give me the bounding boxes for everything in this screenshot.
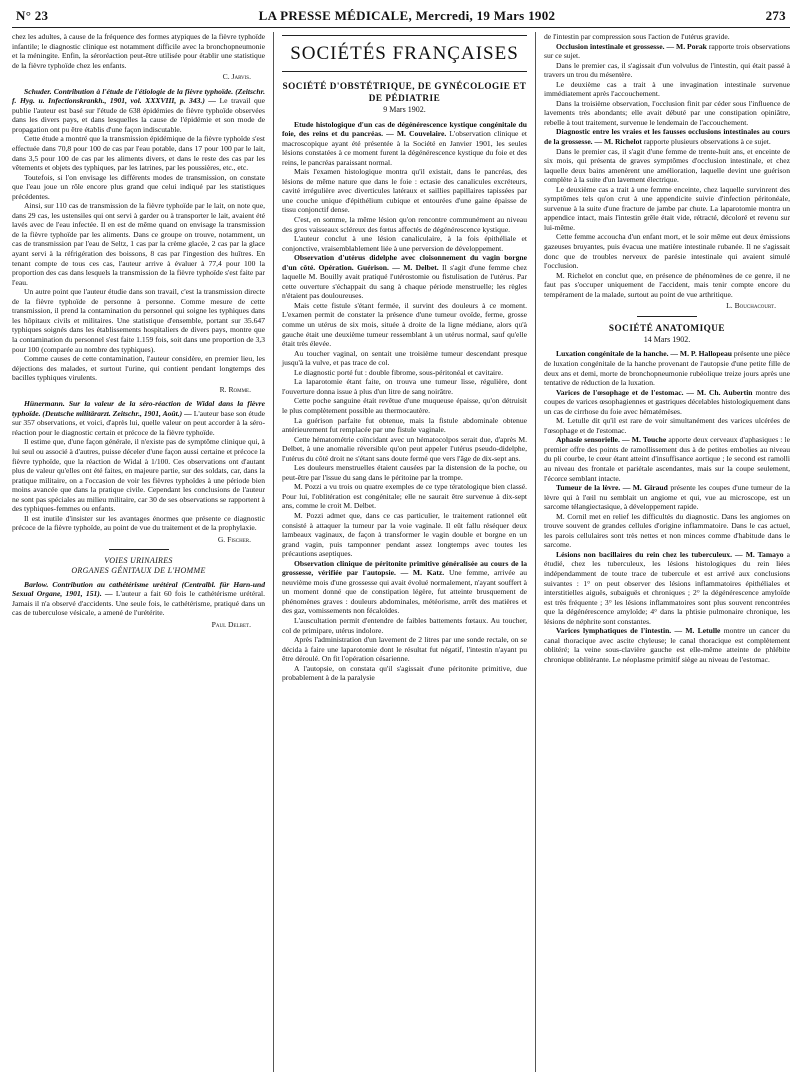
article-touche [544,435,790,483]
paragraph: Le deuxième cas a trait à une femme enceinte, chez laquelle survinrent des symptômes tels qu'on crut à une appendicite suivie d'infection péritonéale, survenue à la suite d'une fracture de jambe par chute. La laparotomie montra un appendice intact, mais l'intestin grêle était vide, rétracté, décoloré et revenu sur lui-même. [544,184,790,232]
article-heading: Diagnostic entre les vraies et les fausses occlusions intestinales au cours de la grossesse. — M. Richelot [544,127,790,147]
article-heading: Lésions non bacillaires du rein chez les tuberculeux. — M. Tamayo [556,549,784,559]
paragraph: de l'intestin par compression sous l'action de l'utérus gravide. [544,32,730,41]
paragraph: Dans la troisième observation, l'occlusion finit par céder sous l'influence de lavements très abondants; elle avait débuté par une constipation opiniâtre, rebelle à tout traitement, survenue le lendemain de l'accouchement. [544,98,790,127]
paragraph: La laparotomie étant faite, on trouva une tumeur lisse, régulière, dont l'ouverture donna issue à plus d'un litre de sang noirâtre. [282,377,527,396]
article-heading: Luxation congénitale de la hanche. — M. P. Hallopeau [556,349,732,359]
signature: L. Bouchacourt. [726,301,776,311]
society-title: SOCIÉTÉ D'OBSTÉTRIQUE, DE GYNÉCOLOGIE ET DE PÉDIATRIE [282,81,527,103]
article-heading: Barlow. Contribution au cathétérisme urétéral (Centralbl. für Harn-und Sexual Organe, 1901, 151). — [12,579,265,599]
article-heading: Etude histologique d'un cas de dégénérescence kystique congénitale du foie, des reins et du pancréas. — M. Couvelaire. [282,119,527,139]
society-date: 9 Mars 1902. [383,105,426,114]
paragraph: M. Pozzi a vu trois ou quatre exemples de ce type tératologique bien classé. Pour lui, l'oblitération est congénitale; elle ne saurait être survenue à dix-sept ans, comme le croit M. Delbet. [282,482,527,511]
paragraph: M. Letulle dit qu'il est rare de voir simultanément des varices ulcérées de l'œsophage et de l'estomac. [544,416,790,435]
paragraph: M. Pozzi admet que, dans ce cas particulier, le traitement rationnel eût consisté à attaquer la tumeur par la voie vaginale. Il eût fallu réséquer deux lambeaux vaginaux, de façon à transformer le vagin double et borgne en un grand vagin, puis tamponner pendant assez longtemps avec toutes les précautions aseptiques. [282,510,527,559]
paragraph: L'auteur conclut à une lésion canaliculaire, à la fois épithéliale et conjonctive, vraisemblablement liée à une perversion de développement. [282,234,527,253]
society-date: 14 Mars 1902. [643,334,691,344]
paragraph: Il s'agit d'une femme chez laquelle M. Bouilly avait pratiqué l'utérostomie ou fistulisation de l'utérus. Par cette ouverture s'échappait du sang à chaque période menstruelle; les règles n'étaient pas douloureuses. [282,262,527,301]
article-barlow [12,580,265,618]
section-title-line-1: VOIES URINAIRES [104,556,173,566]
article-heading: Hünermann. Sur la valeur de la séro-réaction de Widal dans la fièvre typhoïde. (Deutsche militärarzt. Zeitschr., 1901, Août.) — [12,399,265,418]
article-heading: Varices lymphatiques de l'intestin. — M. Letulle [556,626,721,636]
paragraph: apporte deux cerveaux d'aphasiques : le premier offre des points de ramollissement dus à de petites embolies au niveau du pli courbe, le cœur étant atteint d'insuffisance aortique ; le second est ramolli au niveau des frontale et pariétale ascendantes, mais sur la coupe seulement, l'écorce semblant intacte. [544,435,790,483]
article-heading: Occlusion intestinale et grossesse. — M. Porak [556,41,707,51]
paragraph: L'observation clinique et macroscopique ayant été présentée à la Société en Janvier 1901, les seules lésions constatées à ce moment furent la dégénérescence kystique du foie et des reins, le pancréas paraissant normal. [282,129,527,167]
journal-title: LA PRESSE MÉDICALE, Mercredi, 19 Mars 1902 [258,8,556,23]
article-heading: Schuder. Contribution à l'étude de l'étiologie de la fièvre typhoïde. (Zeitschr. f. Hyg. u. Infectionskrankh., 1901, vol. XXXVIII, p. 343.) — [12,86,265,106]
paragraph: L'auteur base son étude sur 357 observations, et voici, d'après lui, quelle valeur on peut accorder à la séro-réaction pour le diagnostic certain et précoce de la fièvre typhoïde. [12,408,265,437]
paragraph: Cette femme accoucha d'un enfant mort, et le soir même eut deux émissions gazeuses bruyantes, puis évacua une matière intestinale rubanée. Il ne s'agissait donc que de troubles nerveux de parésie intestinale qui avaient simulé l'occlusion. [544,232,790,271]
signature: G. Fischer. [217,534,251,544]
paragraph: présente les coupes d'une tumeur de la lèvre qui à l'œil nu semblait un angiome et qui, vue au microscope, est un sarcome télangiectasique, à développement rapide. [544,483,790,512]
paragraph: M. Cornil met en relief les difficultés du diagnostic. Dans les angiomes on trouve souvent de grandes cellules d'origine inflammatoire. Dans le cas actuel, les parois cellulaires sont très nettes et non minces comme d'habitude dans le sarcome. [544,511,790,550]
article-katz [282,559,527,616]
column-middle [274,32,536,1072]
article-giraud [544,483,790,512]
section-heading [12,556,265,575]
paragraph: Dans le premier cas, il s'agissait d'un volvulus de l'intestin, qui était passé à travers un trou du mésentère. [544,60,790,80]
article-heading: Tumeur de la lèvre. — M. Giraud [556,483,668,493]
paragraph: Mais cette fistule s'étant fermée, il survint des douleurs à ce moment. L'examen permit de constater la présence d'une tumeur ovoïde, ferme, grosse comme un utérus de six mois, située à droite de la ligne médiane, alors qu'à gauche était une deuxième tumeur ressemblant à un utérus normal, sauf qu'elle était très élevée. [282,300,527,349]
paragraph: Il estime que, d'une façon générale, il n'existe pas de symptôme clinique qui, à lui seul ou associé à d'autres, puisse déceler d'une façon aussi certaine et précoce la fièvre typhoïde, que la réaction de Widal à 1/100. Ces observations ont d'autant plus de valeur qu'elles ont été faites, en majeure partie, sur des soldats, car, dans la pratique militaire, on a l'occasion de voir les fièvres typhoïdes à une période bien moins avancée que dans la pratique civile. Cependant les conclusions de l'auteur ne sont pas spéciales au milieu militaire, car 30 de ses observations se rapportent à des typhiques-femmes ou enfants. [12,437,265,514]
society-title: SOCIÉTÉ ANATOMIQUE [608,322,726,333]
paragraph: A l'autopsie, on constata qu'il s'agissait d'une péritonite primitive, due probablement à de la paralysie [282,663,527,683]
article-heading: Varices de l'œsophage et de l'estomac. — M. Ch. Aubertin [556,387,753,397]
paragraph: Le deuxième cas a trait à une invagination intestinale survenue immédiatement après l'accouchement. [544,79,790,99]
paragraph: La guérison parfaite fut obtenue, mais la fistule abdominale obtenue antérieurement fut remplacée par une fistule vaginale. [282,415,527,435]
paragraph: Cette hématométrie coïncidant avec un hématocolpos serait due, d'après M. Delbet, à une anomalie réversible qu'on peut appeler l'utérus pseudo-didelphe, l'utérus du côté droit ne s'étant sans doute fermé que vers l'âge de dix-sept ans. [282,434,527,463]
paragraph: Mais l'examen histologique montra qu'il existait, dans le pancréas, des lésions de même nature que dans le foie : ectasie des canalicules excréteurs, cavité irrégulière avec diverticules latéraux et saillies papillaires tapissées par une couche unique d'épithélium cubique et entourées d'une gaine épaisse de tissu conjonctif dense. [282,167,527,215]
paragraph: montre des coupes de varices œsophagiennes et gastriques décelables histologiquement dans un cas de cirrhose du foie avec hématémèses. [544,387,790,416]
article-porak [544,42,790,61]
article-aubertin [544,388,790,417]
section-title-line-2: ORGANES GÉNITAUX DE L'HOMME [71,565,206,575]
signature: C. Jarvis. [222,72,251,82]
article-heading: Observation clinique de péritonite primitive généralisée au cours de la grossesse, vérifiée par l'autopsie. — M. Katz. [282,558,527,578]
paragraph: L'auteur a fait 60 fois le cathétérisme urétéral. Jamais il n'a observé d'accidents. Une seule fois, le cathétérisme, pratiqué dans un cas de tuberculose vésicale, a amené de l'urétérite. [12,589,265,618]
paragraph: Après l'administration d'un lavement de 2 litres par une sonde rectale, on se décida à faire une laparotomie dont le résultat fut négatif, l'intestin n'ayant pu être déroulé. On fit l'opération césarienne. [282,635,527,664]
article-delbet [282,253,527,301]
paragraph: Le travail que publie l'auteur est basé sur l'étude de 638 épidémies de fièvre typhoïde observées dans les divers pays, et dans lesquelles la cause de l'épidémie et son mode de propagation ont pu être établis d'une façon indiscutable. [12,96,265,134]
article-couvelaire [282,120,527,168]
paragraph: Cette poche sanguine était revêtue d'une muqueuse épaisse, qu'on détruisit le plus complètement possible au thermocautère. [282,396,527,415]
page-number-right: 273 [765,8,786,23]
article-richelot [544,127,790,146]
article-schuder [12,87,265,135]
paragraph: Cette étude a montré que la transmission épidémique de la fièvre typhoïde s'est effectuée dans 70,8 pour 100 de cas par l'eau potable, dans 17 pour 100 par le lait, dans 3,5 pour 100 de cas par les aliments divers, et dans le reste des cas par les vêtements et objets des typhiques, par les latrines, par les poussières, etc., etc. [12,134,265,173]
paragraph: Il est inutile d'insister sur les avantages énormes que présente ce diagnostic précoce de la fièvre typhoïde, au point de vue du traitement et de la prophylaxie. [12,513,265,533]
article-letulle [544,626,790,664]
article-hallopeau [544,349,790,387]
paragraph: montre un cancer du canal thoracique avec ascite chyleuse; le canal thoracique est complètement oblitéré; la veine sous-clavière gauche est elle-même atteinte de phlébite chronique oblitérante. Le néoplasme primitif siège au niveau de l'estomac. [544,626,790,664]
section-title: SOCIÉTÉS FRANÇAISES [282,35,527,72]
columns [12,32,790,1072]
paragraph: Une femme, arrivée au neuvième mois d'une grossesse qui avait évolué normalement, n'ayant souffert à un moment donné que de constipation légère, fut atteinte brusquement de phénomènes graves : douleurs abdominales, météorisme, arrêt des matières et des gaz, vomissements non fécaloïdes. [282,568,527,616]
column-right [536,32,790,1072]
divider [637,316,697,317]
article-heading: Observation d'utérus didelphe avec cloisonnement du vagin borgne d'un côté. Opération. Guérison. — M. Delbet. [282,253,527,272]
paragraph: Dans le premier cas, il s'agit d'une femme de trente-huit ans, et enceinte de six mois, qui présenta de graves symptômes d'occlusion intestinale, et chez laquelle deux bains amenèrent une amélioration, laquelle devint une guérison complète à la suite d'un lavement électrique. [544,146,790,185]
page-number-left: N° 23 [16,8,49,23]
paragraph: Le diagnostic porté fut : double fibrome, sous-péritonéal et cavitaire. [294,367,503,377]
paragraph: M. Richelot en conclut que, en présence de phénomènes de ce genre, il ne faut pas s'occuper uniquement de l'accident, mais tenir compte encore du tempérament de la malade, surtout au point de vue arthritique. [544,270,790,299]
paragraph: Ainsi, sur 110 cas de transmission de la fièvre typhoïde par le lait, on note que, dans 29 cas, les ustensiles qui ont servi à garder ou à transporter le lait, avaient été lavés avec de l'eau infectée. Il en est de même quand on envisage la transmission de la fièvre typhoïde par les aliments. Dans ce groupe on trouve, notamment, un cas de transmission par l'eau de Seltz, 1 cas par la crème glacée, 2 cas par la glace ayant servi à la réfrigération des boissons, 8 cas par l'ingestion des huîtres. En tenant compte de tous ces cas, l'auteur arrive à évaluer à 77,4 pour 100 la proportion des cas dans lesquels la transmission de la fièvre typhoïde s'est faite par l'eau. [12,201,265,287]
paragraph: L'auscultation permit d'entendre de faibles battements fœtaux. Au toucher, col de primipare, utérus indolore. [282,615,527,635]
paragraph: a étudié, chez les tuberculeux, les lésions histologiques du rein liées indépendamment de toute trace de tubercule et est arrivé aux conclusions suivantes : 1° on peut observer des lésions inflammatoires épithéliales et interstitielles aiguës, subaiguës et chroniques ; 2° la dégénérescence amyloïde est très fréquente ; 3° les lésions inflammatoires sont plus souvent rencontrées que la dégénérescence amyloïde; 4° dans la phtisie pulmonaire chronique, les lésions de néphrite sont constantes. [544,549,790,626]
paragraph: rapporte plusieurs observations à ce sujet. [643,137,771,147]
paragraph: Un autre point que l'auteur étudie dans son travail, c'est la transmission directe de la fièvre typhoïde de personne à personne. Comme mesure de cette transmission, il prend la contamination du personnel qui soigne les typhiques dans les hôpitaux civils et militaires. Une statistique d'ensemble, portant sur 35.647 typhiques soignés dans les établissements hospitaliers de divers pays, montre que la contamination du personnel s'est faite 1.159 fois, soit dans une proportion de 3,3 pour 100 (comparée au nombre des typhiques). [12,287,265,354]
paragraph: Au toucher vaginal, on sentait une troisième tumeur descendant presque jusqu'à la vulve, et pas trace de col. [282,348,527,368]
article-tamayo [544,550,790,626]
paragraph: présente une pièce de luxation congénitale de la hanche provenant de l'autopsie d'une petite fille de deux ans et demi, morte de bronchopneumonie rubéolique treize jours après une tentative de réduction de la luxation. [544,349,790,388]
divider [109,549,169,550]
paragraph: Les douleurs menstruelles étaient causées par la distension de la poche, ou peut-être par l'issue du sang dans le péritoine par la trompe. [282,463,527,482]
article-heading: Aphasie sensorielle. — M. Touche [556,435,667,445]
paragraph: C'est, en somme, la même lésion qu'on rencontre communément au niveau des gros vaisseaux scléreux des fœtus affectés de dégénérescence kystique. [282,215,527,234]
column-left [12,32,274,1072]
paragraph: Comme causes de cette contamination, l'auteur considère, en premier lieu, les déjections des malades, et surtout l'urine, qui contient pendant longtemps des bacilles typhiques virulents. [12,354,265,383]
signature: Paul Delbet. [211,619,251,629]
article-hunermann [12,399,265,437]
page-header [12,8,790,28]
paragraph: chez les adultes, à cause de la fréquence des formes atypiques de la fièvre typhoïde infantile; le diagnostic clinique est notamment difficile avec la bronchopneumonie et la méningite. Enfin, la séroréaction peut-être utilisée pour établir une statistique de la fièvre typhoïde chez les enfants. [12,32,265,70]
paragraph: rapporte trois observations sur ce sujet. [544,41,790,61]
paragraph: Toutefois, si l'on envisage les différents modes de transmission, on constate que l'eau joue un rôle encore plus grand que celui indiqué par les statistiques précédentes. [12,172,265,201]
signature: R. Romme. [219,384,251,394]
